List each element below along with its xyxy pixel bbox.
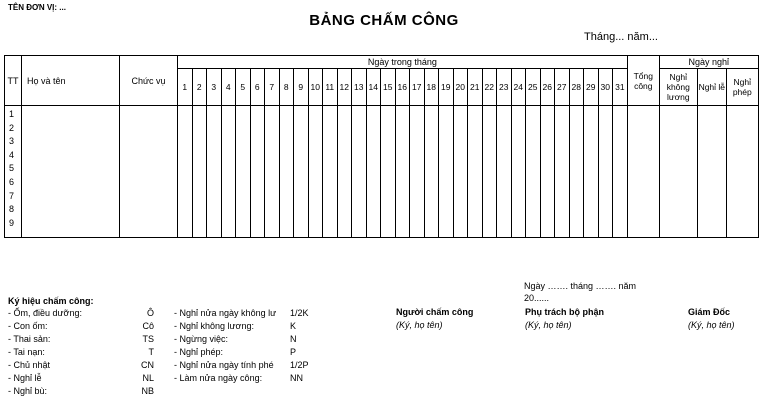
legend-label: - Nghỉ nửa ngày không lư xyxy=(174,308,277,318)
day-cell-6[interactable] xyxy=(250,106,265,238)
day-header-27: 27 xyxy=(555,69,570,106)
day-header-11: 11 xyxy=(323,69,338,106)
signature-note: (Ký, họ tên) xyxy=(688,320,735,330)
day-cell-17[interactable] xyxy=(410,106,425,238)
day-header-25: 25 xyxy=(526,69,541,106)
day-cell-29[interactable] xyxy=(584,106,599,238)
col-off-unpaid-header: Nghỉ không lương xyxy=(659,69,697,106)
legend-label: - Nghỉ lễ xyxy=(8,373,42,383)
month-year-line: Tháng... năm... xyxy=(584,31,658,43)
day-cell-18[interactable] xyxy=(424,106,439,238)
legend-label: - Nghỉ phép: xyxy=(174,347,224,357)
header-row-1 xyxy=(5,56,759,69)
date-line: Ngày ……. tháng ……. năm 20...... xyxy=(524,281,637,303)
day-header-1: 1 xyxy=(178,69,193,106)
col-off-leave-header: Nghỉ phép xyxy=(726,69,758,106)
off-holiday-cell[interactable] xyxy=(697,106,726,238)
day-cell-13[interactable] xyxy=(352,106,367,238)
day-cell-25[interactable] xyxy=(526,106,541,238)
day-header-26: 26 xyxy=(540,69,555,106)
day-cell-5[interactable] xyxy=(236,106,251,238)
day-cell-26[interactable] xyxy=(540,106,555,238)
day-header-3: 3 xyxy=(207,69,222,106)
legend-code: NN xyxy=(290,373,303,383)
col-total-header: Tổng công xyxy=(627,56,659,106)
col-off-holiday-header: Nghỉ lễ xyxy=(697,69,726,106)
row-number: 5 xyxy=(9,163,15,174)
legend-label: - Nghỉ nửa ngày tính phé xyxy=(174,360,274,370)
legend-label: - Con ốm: xyxy=(8,321,48,331)
day-cell-31[interactable] xyxy=(613,106,628,238)
day-cell-12[interactable] xyxy=(337,106,352,238)
legend-label: - Chủ nhật xyxy=(8,360,51,370)
legend-label: - Nghỉ bù: xyxy=(8,386,48,396)
day-header-14: 14 xyxy=(366,69,381,106)
day-cell-3[interactable] xyxy=(207,106,222,238)
legend-code: T xyxy=(148,347,154,357)
legend-label: - Nghỉ không lương: xyxy=(174,321,254,331)
day-cell-27[interactable] xyxy=(555,106,570,238)
day-header-18: 18 xyxy=(424,69,439,106)
legend-code: NB xyxy=(141,386,154,396)
day-cell-14[interactable] xyxy=(366,106,381,238)
signature-role: Giám Đốc xyxy=(688,307,731,317)
row-numbers-cell xyxy=(5,106,22,238)
day-header-24: 24 xyxy=(511,69,526,106)
day-cell-2[interactable] xyxy=(192,106,207,238)
day-cell-15[interactable] xyxy=(381,106,396,238)
legend-code: NL xyxy=(142,373,154,383)
row-number: 8 xyxy=(9,204,15,215)
day-header-9: 9 xyxy=(294,69,309,106)
day-cell-11[interactable] xyxy=(323,106,338,238)
signature-role: Phụ trách bộ phận xyxy=(525,307,605,317)
attendance-table xyxy=(4,55,759,238)
row-number: 9 xyxy=(9,217,15,228)
day-cell-20[interactable] xyxy=(453,106,468,238)
row-number: 1 xyxy=(9,109,15,119)
legend-code: Cô xyxy=(142,321,154,331)
day-header-21: 21 xyxy=(468,69,483,106)
day-cell-30[interactable] xyxy=(598,106,613,238)
day-header-5: 5 xyxy=(236,69,251,106)
legend-code: P xyxy=(290,347,297,357)
day-header-16: 16 xyxy=(395,69,410,106)
day-header-30: 30 xyxy=(598,69,613,106)
legend-code: K xyxy=(290,321,297,331)
legend-label: - Ốm, điều dưỡng: xyxy=(8,308,82,318)
day-header-2: 2 xyxy=(192,69,207,106)
day-cell-21[interactable] xyxy=(468,106,483,238)
position-cell[interactable] xyxy=(120,106,178,238)
row-number: 4 xyxy=(9,149,15,160)
day-header-23: 23 xyxy=(497,69,512,106)
legend-title: Ký hiệu chấm công: xyxy=(8,296,94,306)
day-header-28: 28 xyxy=(569,69,584,106)
legend-label: - Thai sản: xyxy=(8,334,51,344)
off-unpaid-cell[interactable] xyxy=(659,106,697,238)
day-header-17: 17 xyxy=(410,69,425,106)
signature-note: (Ký, họ tên) xyxy=(396,320,443,330)
day-header-10: 10 xyxy=(308,69,323,106)
day-cell-10[interactable] xyxy=(308,106,323,238)
row-number: 2 xyxy=(9,122,15,133)
day-cell-4[interactable] xyxy=(221,106,236,238)
day-header-13: 13 xyxy=(352,69,367,106)
day-cell-1[interactable] xyxy=(178,106,193,238)
day-cell-24[interactable] xyxy=(511,106,526,238)
day-header-6: 6 xyxy=(250,69,265,106)
day-header-29: 29 xyxy=(584,69,599,106)
day-header-31: 31 xyxy=(613,69,628,106)
off-leave-cell[interactable] xyxy=(726,106,758,238)
signature-role: Người chấm công xyxy=(396,307,474,317)
day-cell-19[interactable] xyxy=(439,106,454,238)
col-position-header: Chức vụ xyxy=(120,56,178,106)
name-cell[interactable] xyxy=(22,106,120,238)
legend-code: TS xyxy=(142,334,154,344)
legend-code: 1/2P xyxy=(290,360,309,370)
day-cell-16[interactable] xyxy=(395,106,410,238)
legend-label: - Làm nửa ngày công: xyxy=(174,373,263,383)
day-header-7: 7 xyxy=(265,69,280,106)
legend-label: - Ngừng việc: xyxy=(174,334,229,344)
days-group-header: Ngày trong tháng xyxy=(178,56,628,69)
day-cell-28[interactable] xyxy=(569,106,584,238)
col-name-header: Họ và tên xyxy=(22,56,120,106)
day-cell-9[interactable] xyxy=(294,106,309,238)
legend-code: N xyxy=(290,334,297,344)
day-header-15: 15 xyxy=(381,69,396,106)
signature-note: (Ký, họ tên) xyxy=(525,320,572,330)
day-header-19: 19 xyxy=(439,69,454,106)
table-body-row xyxy=(5,106,759,238)
day-cell-22[interactable] xyxy=(482,106,497,238)
legend-code: Ô xyxy=(146,308,154,318)
legend-code: CN xyxy=(141,360,154,370)
day-cell-8[interactable] xyxy=(279,106,294,238)
day-header-22: 22 xyxy=(482,69,497,106)
day-header-20: 20 xyxy=(453,69,468,106)
row-number: 7 xyxy=(9,190,15,201)
row-number: 3 xyxy=(9,136,15,147)
unit-name-label: TÊN ĐƠN VỊ: ... xyxy=(8,3,66,12)
document-title: BẢNG CHẤM CÔNG xyxy=(309,12,459,29)
legend-code: 1/2K xyxy=(290,308,309,318)
day-header-12: 12 xyxy=(337,69,352,106)
row-number: 6 xyxy=(9,176,15,187)
day-cell-7[interactable] xyxy=(265,106,280,238)
day-cell-23[interactable] xyxy=(497,106,512,238)
legend-label: - Tai nạn: xyxy=(8,347,45,357)
day-header-4: 4 xyxy=(221,69,236,106)
off-group-header: Ngày nghỉ xyxy=(659,56,758,69)
day-header-8: 8 xyxy=(279,69,294,106)
total-cell[interactable] xyxy=(627,106,659,238)
col-tt-header: TT xyxy=(5,56,22,106)
